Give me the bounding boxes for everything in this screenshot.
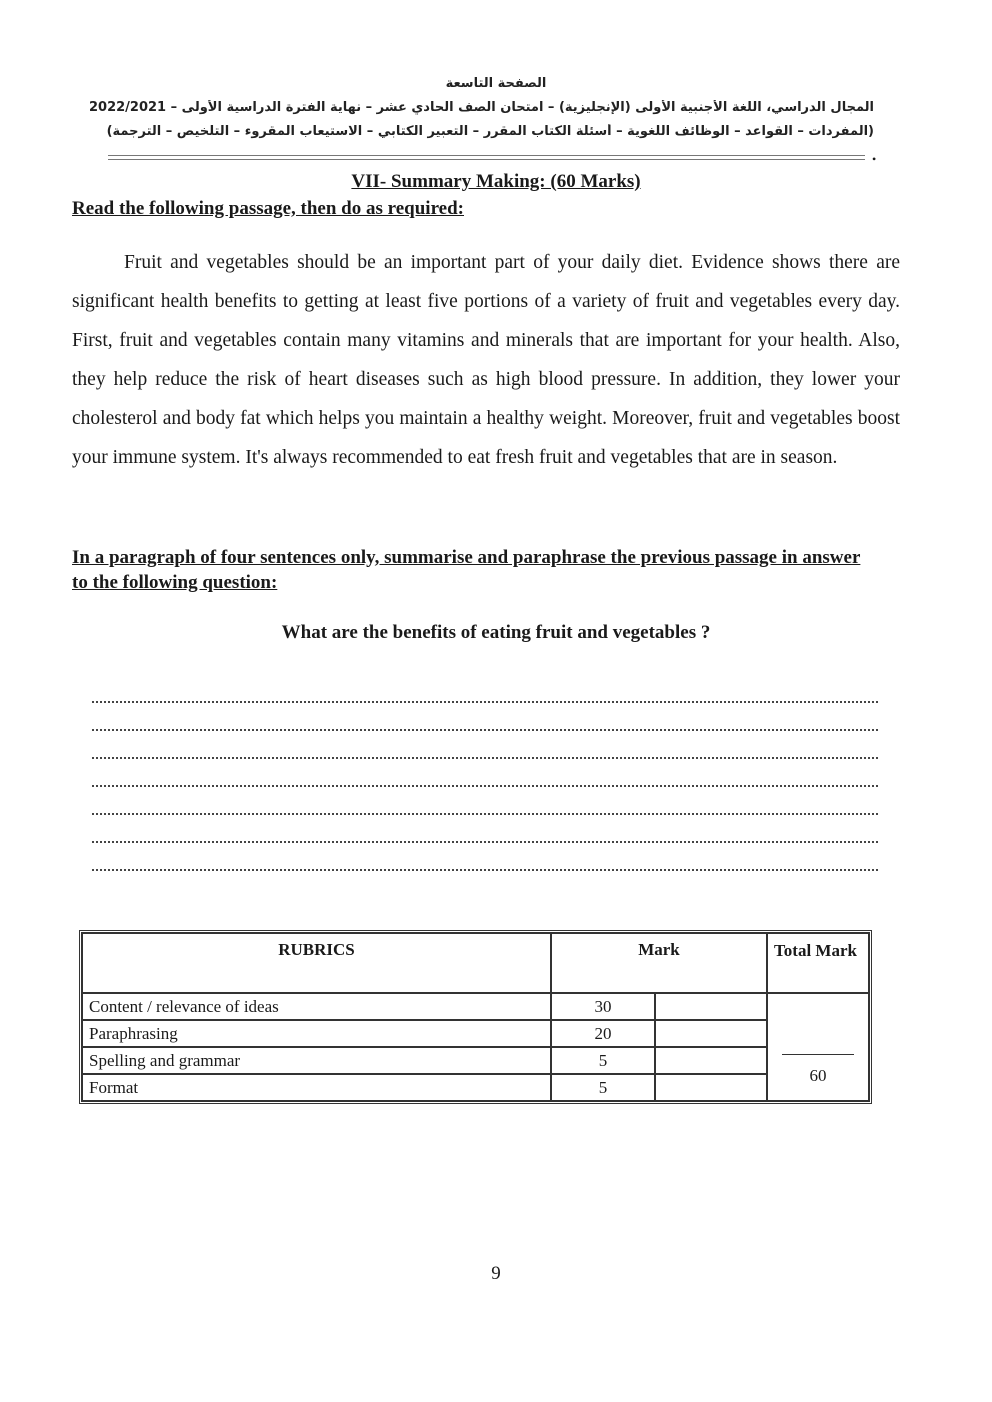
answer-line[interactable] <box>92 767 878 787</box>
rubric-criterion: Format <box>82 1074 551 1101</box>
rubric-score-cell[interactable] <box>655 993 767 1020</box>
summary-task: In a paragraph of four sentences only, summarise and paraphrase the previous passage in answer to the following question: <box>72 547 861 593</box>
rubric-criterion: Content / relevance of ideas <box>82 993 551 1020</box>
rubric-max-mark: 5 <box>551 1047 655 1074</box>
answer-line[interactable] <box>92 851 878 871</box>
rubric-header-row <box>82 933 869 993</box>
arabic-header-subject-line: المجال الدراسي، اللغة الأجنبية الأولى (الإنجليزية) – امتحان الصف الحادي عشر – نهاية الفترة الدراسية الأولى – 2022/2021 <box>88 100 874 115</box>
total-mark-value: 60 <box>809 1066 827 1085</box>
mark-header: Mark <box>551 933 767 993</box>
rubric-row <box>82 993 869 1020</box>
page-number: 9 <box>491 1263 501 1284</box>
rubric-max-mark: 30 <box>551 993 655 1020</box>
arabic-header-skills-line: (المفردات – القواعد – الوظائف اللغوية – أسئلة الكتاب المقرر – التعبير الكتابي – الاستيعاب المقروء – التلخيص – الترجمة) <box>106 124 874 139</box>
rubric-row <box>82 1020 869 1047</box>
answer-line[interactable] <box>92 795 878 815</box>
total-score-line[interactable] <box>782 1054 854 1055</box>
total-mark-cell <box>767 993 869 1101</box>
rubric-score-cell[interactable] <box>655 1047 767 1074</box>
reading-passage: Fruit and vegetables should be an important part of your daily diet. Evidence shows there are significant health benefits to getting at least five portions of a variety of fruit and vegetables every day. First, fruit and vegetables contain many vitamins and minerals that are important for your health. Also, they help reduce the risk of heart diseases such as high blood pressure. In addition, they lower your cholesterol and body fat which helps you maintain a healthy weight. Moreover, fruit and vegetables boost your immune system. It's always recommended to eat fresh fruit and vegetables that are in season. <box>72 252 900 468</box>
rubric-criterion: Spelling and grammar <box>82 1047 551 1074</box>
divider-dot: • <box>872 152 877 166</box>
rubrics-header: RUBRICS <box>82 933 551 993</box>
rubric-max-mark: 5 <box>551 1074 655 1101</box>
total-mark-header: Total Mark <box>767 933 869 993</box>
answer-line[interactable] <box>92 683 878 703</box>
rubric-row <box>82 1047 869 1074</box>
answer-line[interactable] <box>92 823 878 843</box>
answer-area[interactable] <box>92 683 878 879</box>
answer-line[interactable] <box>92 739 878 759</box>
header-divider-bottom <box>108 159 865 160</box>
reading-instruction: Read the following passage, then do as required: <box>72 198 464 219</box>
rubric-criterion: Paraphrasing <box>82 1020 551 1047</box>
rubric-score-cell[interactable] <box>655 1074 767 1101</box>
rubric-max-mark: 20 <box>551 1020 655 1047</box>
rubric-score-cell[interactable] <box>655 1020 767 1047</box>
arabic-page-label: الصفحة التاسعة <box>445 76 547 91</box>
answer-line[interactable] <box>92 711 878 731</box>
header-divider-top <box>108 155 865 156</box>
rubric-table <box>79 930 872 1104</box>
summary-question: What are the benefits of eating fruit and vegetables ? <box>281 622 711 643</box>
section-title: VII- Summary Making: (60 Marks) <box>351 171 641 192</box>
rubric-row <box>82 1074 869 1101</box>
